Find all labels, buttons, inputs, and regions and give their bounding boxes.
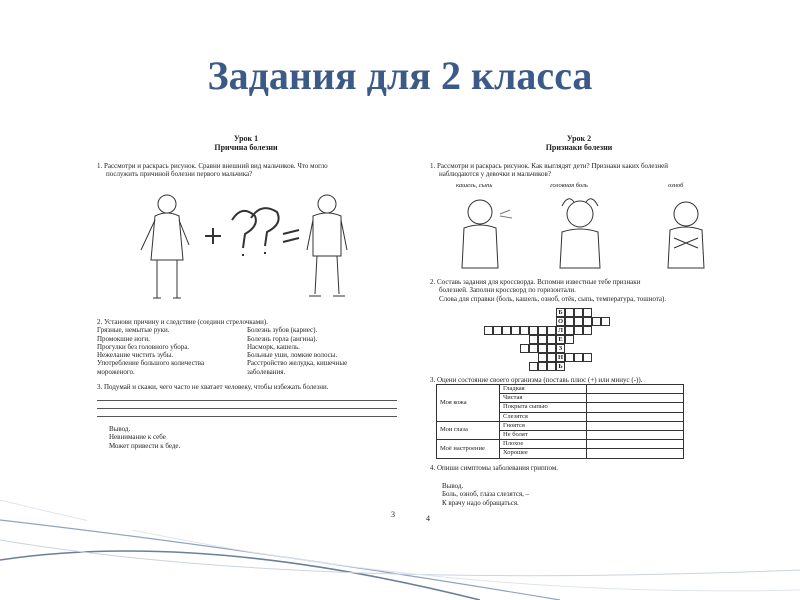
crossword-cell[interactable] — [538, 353, 547, 362]
crossword-cell[interactable] — [565, 308, 574, 317]
crossword-key-letter: Б — [556, 308, 565, 317]
answer-line — [97, 408, 397, 409]
table-item-cell: Гноятся — [500, 421, 587, 430]
crossword-cell[interactable] — [529, 326, 538, 335]
crossword-cell[interactable] — [583, 326, 592, 335]
crossword-cell[interactable] — [565, 335, 574, 344]
crossword-cell[interactable] — [583, 353, 592, 362]
crossword-key-letter: Е — [556, 335, 565, 344]
sick-children-illustration — [450, 192, 720, 270]
lesson-1-task-2: 2. Установи причину и следствие (соедини стрелочками). Грязные, немытые руки. Промокшие ноги. Прогулки без головного убора. Нежелание чистить зубы. Употребление большого количества мороженого. Болезнь зубов (кариес). Болезнь горла (ангина). Насморк, кашель. Больные уши, ломкие волосы. Расстройство желудка, кишечные заболевания. — [97, 318, 397, 376]
crossword-cell[interactable] — [484, 326, 493, 335]
crossword-cell[interactable] — [565, 317, 574, 326]
crossword-cell[interactable] — [538, 335, 547, 344]
body-state-table — [436, 384, 684, 459]
table-item-cell: Слезятся — [500, 412, 587, 421]
caption-headache: головная боль — [550, 182, 588, 189]
crossword-cell[interactable] — [547, 353, 556, 362]
cause-effect-columns — [97, 326, 397, 376]
crossword-cell[interactable] — [574, 308, 583, 317]
worksheet-page-lesson-2 — [420, 128, 738, 530]
crossword-cell[interactable] — [520, 344, 529, 353]
crossword-cell[interactable] — [574, 353, 583, 362]
lesson-2-task-1: 1. Рассмотри и раскрась рисунок. Как выглядят дети? Признаки каких болезней наблюдаются у девочки и мальчиков? — [430, 162, 668, 179]
table-item-cell: Плохое — [500, 440, 587, 449]
caption-cough-rash: кашель, сыпь — [456, 182, 493, 189]
lesson-2-task-4: 4. Опиши симптомы заболевания гриппом. — [430, 464, 559, 472]
table-row — [437, 385, 684, 394]
crossword-cell[interactable] — [529, 362, 538, 371]
table-item-cell: Не болят — [500, 430, 587, 439]
crossword-key-letter: Л — [556, 326, 565, 335]
crossword-cell[interactable] — [565, 326, 574, 335]
table-answer-cell[interactable] — [587, 412, 684, 421]
worksheet-page-lesson-1 — [87, 128, 405, 530]
crossword-cell[interactable] — [529, 344, 538, 353]
crossword-cell[interactable] — [565, 353, 574, 362]
table-group-cell: Мои глаза — [437, 421, 500, 439]
crossword-cell[interactable] — [574, 326, 583, 335]
table-answer-cell[interactable] — [587, 394, 684, 403]
table-answer-cell[interactable] — [587, 403, 684, 412]
crossword-cell[interactable] — [538, 344, 547, 353]
table-group-cell: Моя кожа — [437, 385, 500, 422]
lesson-1-task-3: 3. Подумай и скажи, чего часто не хватает человеку, чтобы избежать болезни. — [97, 383, 329, 391]
crossword-key-letter: Ь — [556, 362, 565, 371]
table-item-cell: Хорошее — [500, 449, 587, 458]
lesson-1-conclusion: Вывод. Невнимание к себе Может привести к беде. — [109, 425, 181, 450]
table-row — [437, 440, 684, 449]
table-answer-cell[interactable] — [587, 385, 684, 394]
table-item-cell: Покрыта сыпью — [500, 403, 587, 412]
page-number: 4 — [426, 514, 430, 523]
page-number: 3 — [391, 510, 395, 519]
lesson-2-heading: Урок 2 — [566, 134, 592, 143]
crossword-key-letter: Н — [557, 354, 564, 361]
crossword-cell[interactable] — [547, 362, 556, 371]
lesson-2-task-2: 2. Составь задания для кроссворда. Вспомни известные тебе признаки болезней. Заполни кроссворд по горизонтали. Слова для справки (боль, кашель, озноб, отёк, сыпь, температура, тошнота). — [430, 278, 667, 303]
crossword-cell[interactable] — [520, 326, 529, 335]
lesson-2-conclusion: Вывод. Боль, озноб, глаза слезятся, – К врачу надо обращаться. — [442, 482, 530, 507]
table-group-cell: Моё настроение — [437, 440, 500, 458]
table-answer-cell[interactable] — [587, 430, 684, 439]
crossword-cell[interactable] — [493, 326, 502, 335]
crossword-key-letter: З — [556, 344, 565, 353]
crossword-cell[interactable] — [574, 317, 583, 326]
table-answer-cell[interactable] — [587, 440, 684, 449]
table-item-cell: Гладкая — [500, 385, 587, 394]
crossword-cell[interactable] — [511, 326, 520, 335]
table-item-cell: Чистая — [500, 394, 587, 403]
lesson-2-subheading: Признаки болезни — [545, 143, 613, 152]
table-answer-cell[interactable] — [587, 449, 684, 458]
crossword-key-letter: О — [557, 318, 564, 325]
table-answer-cell[interactable] — [587, 421, 684, 430]
lesson-2-task-3: 3. Оцени состояние своего организма (поставь плюс (+) или минус (-)). — [430, 376, 643, 384]
answer-line — [97, 416, 397, 417]
crossword-cell[interactable] — [583, 308, 592, 317]
answer-line — [97, 400, 397, 401]
slide-title: Задания для 2 класса — [207, 53, 593, 98]
crossword-cell[interactable] — [547, 326, 556, 335]
caption-chills: озноб — [668, 182, 684, 189]
crossword-cell[interactable] — [529, 335, 538, 344]
lesson-1-heading: Урок 1 — [233, 134, 259, 143]
effects-column: Болезнь зубов (кариес). Болезнь горла (ангина). Насморк, кашель. Больные уши, ломкие волосы. Расстройство желудка, кишечные заболевания. — [247, 326, 348, 376]
causes-column: Грязные, немытые руки. Промокшие ноги. Прогулки без головного убора. Нежелание чистить зубы. Употребление большого количества мороженого. — [97, 326, 205, 376]
crossword-cell[interactable] — [538, 362, 547, 371]
crossword-cell[interactable] — [583, 317, 592, 326]
crossword-cell[interactable] — [601, 317, 610, 326]
crossword-cell[interactable] — [538, 326, 547, 335]
lesson-1-task-1: 1. Рассмотри и раскрась рисунок. Сравни внешний вид мальчиков. Что могло послужить причиной болезни первого мальчика? — [97, 162, 328, 179]
lesson-1-subheading: Причина болезни — [214, 143, 278, 152]
table-row — [437, 421, 684, 430]
crossword-cell[interactable] — [592, 317, 601, 326]
boys-illustration — [127, 190, 367, 310]
crossword-cell[interactable] — [547, 344, 556, 353]
crossword-cell[interactable] — [547, 335, 556, 344]
crossword-cell[interactable] — [502, 326, 511, 335]
